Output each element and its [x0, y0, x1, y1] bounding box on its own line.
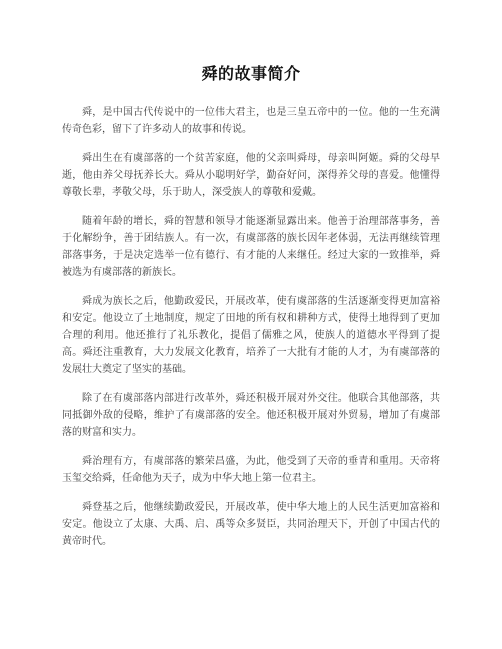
paragraph-7: 舜登基之后，他继续勤政爱民，开展改革，使中华大地上的人民生活更加富裕和安定。他设立了太康、大禹、启、禹等众多贤臣，共同治理天下，开创了中国古代的黄帝时代。 — [62, 502, 440, 547]
paragraph-4: 舜成为族长之后，他勤政爱民，开展改革，使有虞部落的生活逐渐变得更加富裕和安定。他设立了土地制度，规定了田地的所有权和耕种方式，使得土地得到了更加合理的利用。他还推行了礼乐教化，提倡了儒雅之风，使族人的道德水平得到了提高。舜还注重教育，大力发展文化教育，培养了一大批有才能的人才，为有虞部落的发展壮大奠定了坚实的基础。 — [62, 296, 440, 375]
paragraph-1: 舜，是中国古代传说中的一位伟大君主，也是三皇五帝中的一位。他的一生充满传奇色彩，留下了许多动人的故事和传说。 — [62, 107, 440, 135]
paragraph-6: 舜治理有方，有虞部落的繁荣昌盛，为此，他受到了天帝的垂青和重用。天帝将玉玺交给舜，任命他为天子，成为中华大地上第一位君主。 — [62, 456, 440, 484]
paragraph-5: 除了在有虞部落内部进行改革外，舜还积极开展对外交往。他联合其他部落，共同抵御外敌的侵略，维护了有虞部落的安全。他还积极开展对外贸易，增加了有虞部落的财富和实力。 — [62, 393, 440, 438]
document-title: 舜的故事简介 — [201, 64, 301, 83]
paragraph-2: 舜出生在有虞部落的一个贫苦家庭，他的父亲叫舜母，母亲叫阿姬。舜的父母早逝，他由养父母抚养长大。舜从小聪明好学，勤奋好问，深得养父母的喜爱。他懂得尊敬长辈，孝敬父母，乐于助人，深受族人的尊敬和爱戴。 — [62, 153, 440, 198]
paragraph-3: 随着年龄的增长，舜的智慧和领导才能逐渐显露出来。他善于治理部落事务，善于化解纷争，善于团结族人。有一次，有虞部落的族长因年老体弱，无法再继续管理部落事务，于是决定选举一位有德行、有才能的人来继任。经过大家的一致推举，舜被选为有虞部落的新族长。 — [62, 216, 440, 278]
